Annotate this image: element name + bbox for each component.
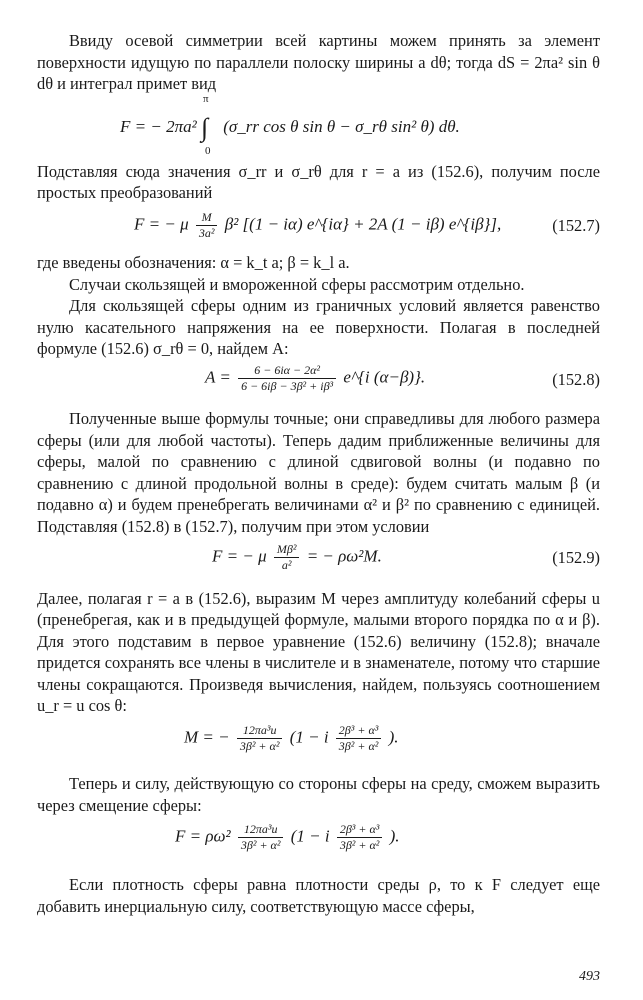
page-body	[37, 30, 600, 917]
paragraph: Ввиду осевой симметрии всей картины можем принять за элемент поверхности идущую по параллели полоску ширины a dθ; тогда dS = 2πa² sin θ dθ и интеграл примет вид	[37, 31, 600, 94]
equation-rest: (σ_rr cos θ sin θ − σ_rθ sin² θ) dθ.	[223, 116, 460, 136]
paragraph: Подставляя сюда значения σ_rr и σ_rθ для r = a из (152.6), получим после простых преобразований	[37, 161, 600, 203]
fraction: $\frac{\text{12πa³u}}{\text{3β² + α²}}$	[237, 723, 283, 754]
fraction: $\frac{\text{6 − 6iα − 2α²}}{\text{6 − 6iβ − 3β² + iβ³}}$	[238, 363, 336, 394]
paragraph: Далее, полагая r = a в (152.6), выразим M через амплитуду колебаний сферы u (пренебрегая, как и в предыдущей формуле, малыми второго порядка по α и β). Для этого подставим в первое уравнение (152.6) величину (152.8); вначале придется сохранять все члены в числителе и в знаменателе, потому что старшие члены сокращаются. Произведя вычисления, найдем, пользуясь соотношением u_r = u cos θ:	[37, 588, 600, 716]
equation-number: (152.9)	[552, 547, 600, 567]
equation-lhs: F = ρω²	[175, 826, 231, 846]
integral-sign: ∫ π 0	[200, 92, 211, 157]
paragraph: Полученные выше формулы точные; они справедливы для любого размера сферы (или для любой частоты). Теперь дадим приближенные величины для сферы, малой по сравнению с длиной сдвиговой волны (и подавно по сравнению с длиной продольной волны в среде): будем считать малым β (и подавно α) и будем пренебрегать величинами α² и β² по сравнению с единицей. Подставляя (152.8) в (152.7), получим при этом условии	[37, 408, 600, 536]
equation-number: (152.8)	[552, 369, 600, 389]
paragraph: Если плотность сферы равна плотности среды ρ, то к F следует еще добавить инерциальную силу, соответствующую массе сферы,	[37, 875, 600, 916]
equation-rest: ).	[388, 727, 399, 747]
equation-rest: e^{i (α−β)}.	[343, 367, 426, 387]
fraction: $\frac{\text{2β³ + α³}}{\text{3β² + α²}}$	[336, 723, 382, 754]
equation-lhs: F = − μ	[134, 214, 189, 234]
paragraph: Теперь и силу, действующую со стороны сферы на среду, сможем выразить через смещение сферы:	[37, 774, 600, 815]
fraction: $\frac{M}{\text{3a²}}$	[196, 210, 218, 241]
equation-rest: β² [(1 − iα) e^{iα} + 2A (1 − iβ) e^{iβ}],	[224, 214, 502, 234]
fraction: $\frac{\text{2β³ + α³}}{\text{3β² + α²}}$	[337, 822, 383, 853]
equation	[37, 204, 600, 252]
equation-rest: = − ρω²M.	[306, 545, 382, 565]
equation-lhs: F = − 2πa²	[120, 116, 197, 136]
paragraph: Случаи скользящей и вмороженной сферы рассмотрим отдельно.	[69, 274, 525, 294]
page-number: 493	[579, 969, 600, 984]
fraction: $\frac{\text{12πa³u}}{\text{3β² + α²}}$	[238, 822, 284, 853]
equation-lhs: M = −	[184, 727, 230, 747]
equation-rest: ).	[389, 826, 400, 846]
paragraph: Для скользящей сферы одним из граничных условий является равенство нулю касательного напряжения на ее поверхности. Полагая в последней формуле (152.6) σ_rθ = 0, найдем A:	[37, 296, 600, 359]
equation-lhs: A =	[205, 367, 231, 387]
equation-mid: (1 − i	[290, 826, 330, 846]
equation	[37, 717, 600, 765]
equation-number: (152.7)	[552, 215, 600, 235]
paragraph: где введены обозначения: α = k_t a; β = k_l a.	[37, 252, 350, 272]
integral-lower-limit: 0	[204, 144, 211, 157]
equation	[37, 816, 600, 866]
equation	[37, 538, 600, 582]
equation	[37, 92, 600, 161]
fraction: $\frac{\text{Mβ²}}{\text{a²}}$	[274, 542, 300, 573]
equation-mid: (1 − i	[289, 727, 329, 747]
equation-lhs: F = − μ	[212, 545, 267, 565]
equation	[37, 360, 600, 402]
integral-upper-limit: π	[202, 92, 209, 105]
